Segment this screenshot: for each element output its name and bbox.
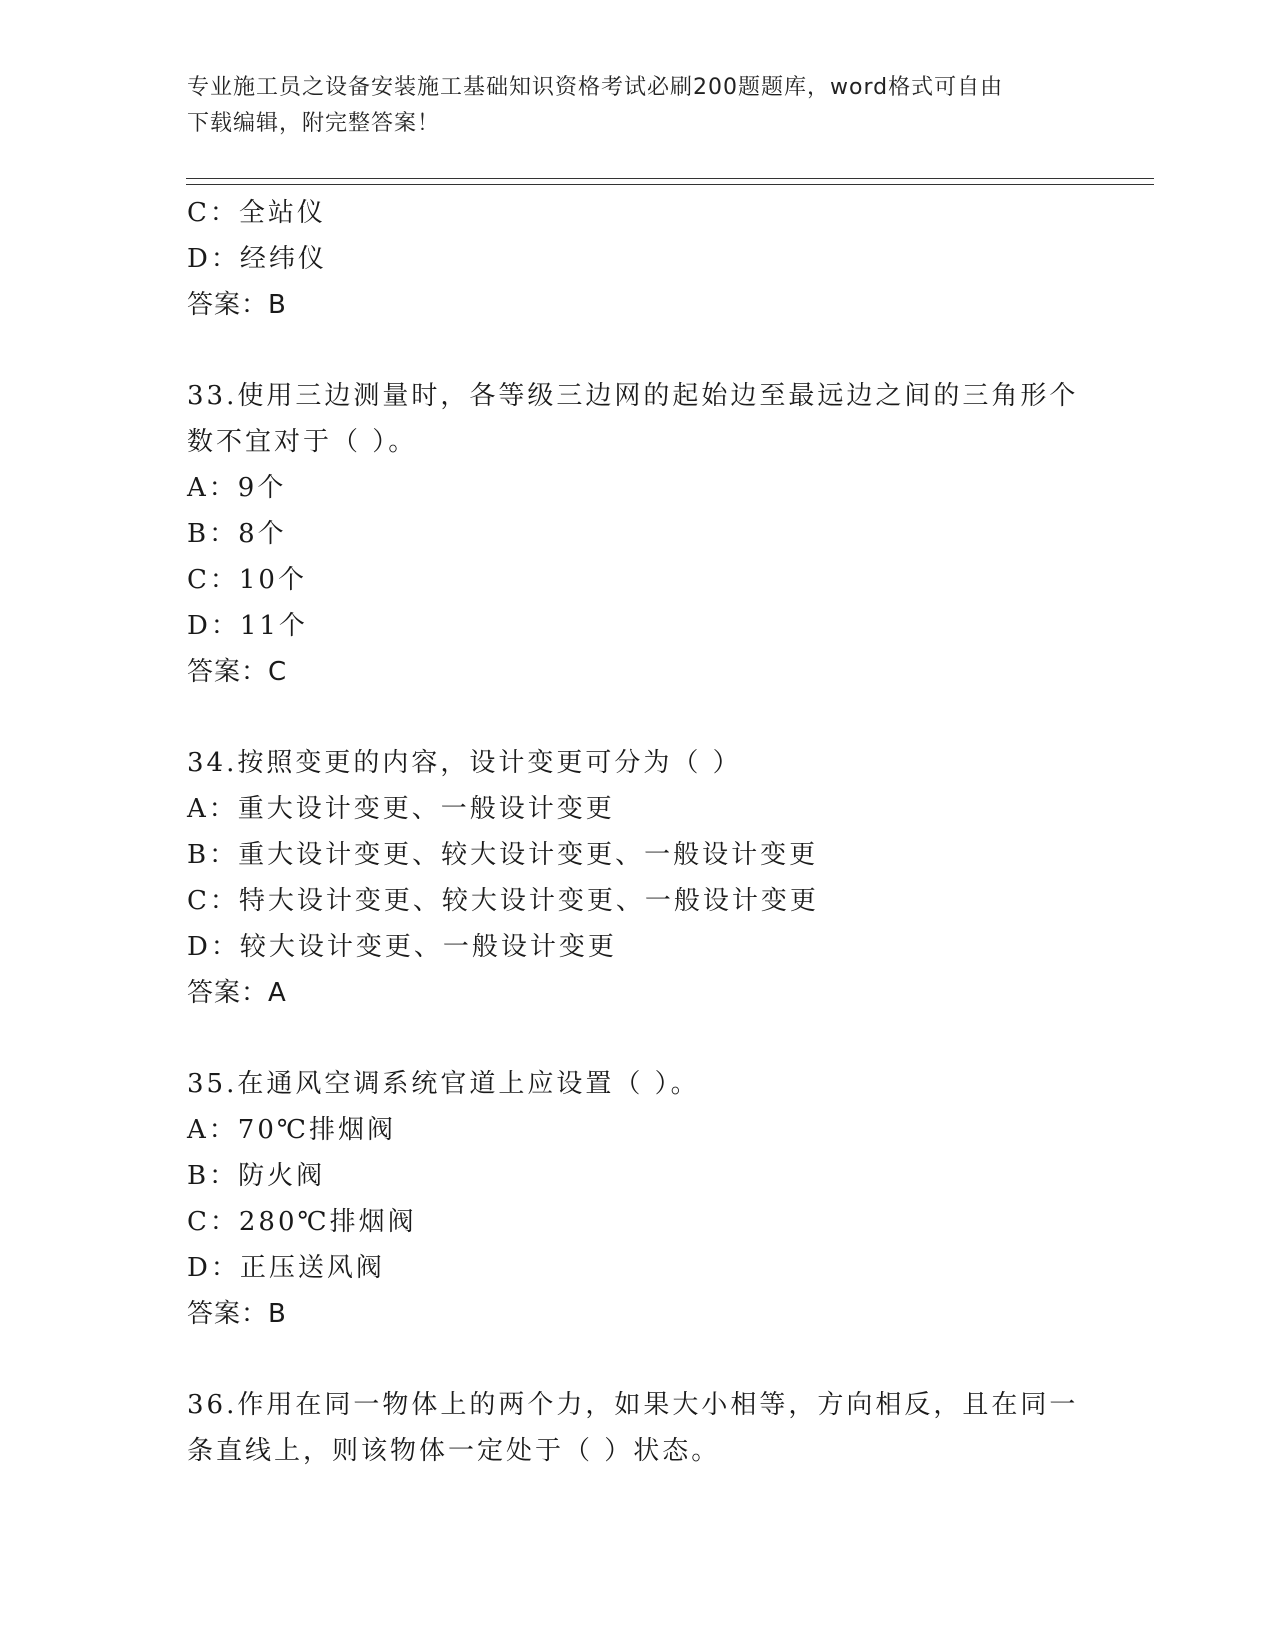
question-stem-continued: 条直线上，则该物体一定处于（ ）状态。 <box>187 1436 721 1466</box>
header-divider-thin <box>186 184 1154 185</box>
question-35 <box>187 1061 1087 1337</box>
question-36 <box>187 1382 1087 1474</box>
question-34 <box>187 740 1087 1016</box>
previous-question-tail <box>187 190 1087 328</box>
header-line-2: 下载编辑，附完整答案！ <box>187 111 441 136</box>
option-c: C：10个 <box>187 565 307 595</box>
option-c: C：全站仪 <box>187 198 326 228</box>
answer-line: 答案：B <box>187 1299 287 1329</box>
question-list <box>187 190 1087 1474</box>
answer-line: 答案：C <box>187 657 288 687</box>
option-b: B：重大设计变更、较大设计变更、一般设计变更 <box>187 840 819 870</box>
question-stem: 36.作用在同一物体上的两个力，如果大小相等，方向相反，且在同一 <box>187 1390 1079 1420</box>
option-d: D：11个 <box>187 611 308 641</box>
question-33 <box>187 373 1087 695</box>
option-a: A：70℃排烟阀 <box>187 1115 396 1145</box>
option-d: D：经纬仪 <box>187 244 327 274</box>
option-c: C：280℃排烟阀 <box>187 1207 417 1237</box>
question-stem-continued: 数不宜对于（ ）。 <box>187 427 418 457</box>
question-stem: 34.按照变更的内容，设计变更可分为（ ） <box>187 748 742 778</box>
option-d: D：较大设计变更、一般设计变更 <box>187 932 617 962</box>
header-divider-thick <box>186 178 1154 179</box>
question-stem: 35.在通风空调系统官道上应设置（ ）。 <box>187 1069 700 1099</box>
document-header <box>187 70 1067 142</box>
option-a: A：9个 <box>187 473 287 503</box>
answer-line: 答案：B <box>187 290 287 320</box>
option-a: A：重大设计变更、一般设计变更 <box>187 794 615 824</box>
question-stem: 33.使用三边测量时，各等级三边网的起始边至最远边之间的三角形个 <box>187 381 1079 411</box>
answer-line: 答案：A <box>187 978 287 1008</box>
option-b: B：8个 <box>187 519 287 549</box>
header-line-1: 专业施工员之设备安装施工基础知识资格考试必刷200题题库，word格式可自由 <box>187 75 1004 100</box>
option-b: B：防火阀 <box>187 1161 326 1191</box>
option-d: D：正压送风阀 <box>187 1253 385 1283</box>
option-c: C：特大设计变更、较大设计变更、一般设计变更 <box>187 886 819 916</box>
